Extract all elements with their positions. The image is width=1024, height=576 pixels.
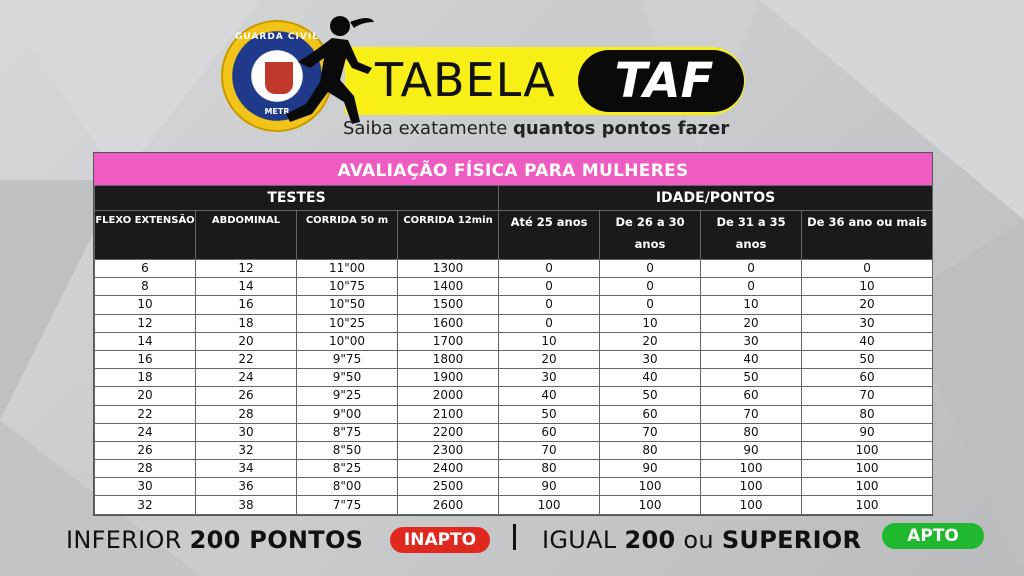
- col-header-flexo: FLEXO EXTENSÃO: [95, 211, 196, 260]
- table-cell: 100: [802, 478, 933, 496]
- table-cell: 100: [701, 478, 802, 496]
- table-cell: 24: [95, 423, 196, 441]
- table-cell: 20: [196, 332, 297, 350]
- subtitle-prefix: Saiba exatamente: [343, 118, 514, 139]
- table-row: [95, 478, 933, 496]
- table-cell: 26: [95, 441, 196, 459]
- table-cell: 12: [95, 314, 196, 332]
- table-cell: 7"75: [297, 496, 398, 514]
- badge-bottom-text: METR: [264, 107, 290, 116]
- table-cell: 30: [95, 478, 196, 496]
- table-cell: 50: [802, 350, 933, 368]
- subtitle: [343, 118, 729, 139]
- table-cell: 2500: [398, 478, 499, 496]
- table-cell: 0: [600, 260, 701, 278]
- table-cell: 90: [802, 423, 933, 441]
- table-cell: 11"00: [297, 260, 398, 278]
- inferior-label: INFERIOR: [66, 526, 190, 554]
- table-cell: 16: [196, 296, 297, 314]
- header: [0, 0, 1024, 150]
- table-cell: 60: [802, 369, 933, 387]
- table-cell: 36: [196, 478, 297, 496]
- table-cell: 60: [701, 387, 802, 405]
- table-cell: 80: [802, 405, 933, 423]
- table-row: [95, 314, 933, 332]
- points-table: [94, 185, 933, 515]
- table-cell: 0: [499, 296, 600, 314]
- table-cell: 30: [802, 314, 933, 332]
- table-cell: 2400: [398, 460, 499, 478]
- table-cell: 20: [600, 332, 701, 350]
- igual-bold-200: 200: [624, 526, 676, 554]
- table-cell: 0: [600, 296, 701, 314]
- table-cell: 2000: [398, 387, 499, 405]
- col-header-31-35: De 31 a 35 anos: [701, 211, 802, 260]
- table-cell: 90: [701, 441, 802, 459]
- table-cell: 14: [95, 332, 196, 350]
- table-cell: 70: [802, 387, 933, 405]
- table-cell: 30: [499, 369, 600, 387]
- table-cell: 10"25: [297, 314, 398, 332]
- table-cell: 10: [499, 332, 600, 350]
- table-cell: 10: [802, 278, 933, 296]
- title-tabela: TABELA: [375, 53, 556, 107]
- table-cell: 22: [196, 350, 297, 368]
- taf-table: [93, 152, 933, 516]
- table-cell: 100: [701, 496, 802, 514]
- table-cell: 28: [196, 405, 297, 423]
- table-cell: 100: [600, 478, 701, 496]
- table-row: [95, 278, 933, 296]
- col-header-26-30: De 26 a 30 anos: [600, 211, 701, 260]
- table-cell: 40: [802, 332, 933, 350]
- table-cell: 1300: [398, 260, 499, 278]
- table-cell: 10"75: [297, 278, 398, 296]
- table-cell: 9"75: [297, 350, 398, 368]
- table-cell: 38: [196, 496, 297, 514]
- badge-top-text: GUARDA CIVIL: [235, 32, 319, 42]
- table-cell: 100: [600, 496, 701, 514]
- table-row: [95, 260, 933, 278]
- table-cell: 0: [701, 260, 802, 278]
- table-cell: 50: [600, 387, 701, 405]
- table-cell: 2300: [398, 441, 499, 459]
- igual-text: [542, 526, 861, 554]
- table-row: [95, 496, 933, 514]
- table-cell: 30: [196, 423, 297, 441]
- table-row: [95, 405, 933, 423]
- table-cell: 60: [499, 423, 600, 441]
- table-cell: 30: [701, 332, 802, 350]
- table-cell: 8"25: [297, 460, 398, 478]
- table-cell: 20: [802, 296, 933, 314]
- subtitle-bold: quantos pontos fazer: [513, 118, 730, 139]
- col-header-corrida-12min: CORRIDA 12min: [398, 211, 499, 260]
- table-cell: 9"25: [297, 387, 398, 405]
- table-cell: 12: [196, 260, 297, 278]
- table-cell: 80: [701, 423, 802, 441]
- table-cell: 70: [499, 441, 600, 459]
- table-cell: 8"50: [297, 441, 398, 459]
- table-cell: 1900: [398, 369, 499, 387]
- table-cell: 30: [600, 350, 701, 368]
- table-cell: 80: [600, 441, 701, 459]
- igual-label: IGUAL: [542, 526, 625, 554]
- table-cell: 1400: [398, 278, 499, 296]
- table-cell: 16: [95, 350, 196, 368]
- table-cell: 9"50: [297, 369, 398, 387]
- table-cell: 0: [499, 278, 600, 296]
- table-cell: 22: [95, 405, 196, 423]
- table-body: [95, 260, 933, 515]
- table-cell: 20: [95, 387, 196, 405]
- igual-bold-superior: SUPERIOR: [721, 526, 862, 554]
- table-row: [95, 387, 933, 405]
- table-cell: 20: [499, 350, 600, 368]
- table-cell: 80: [499, 460, 600, 478]
- group-age-header: IDADE/PONTOS: [499, 186, 933, 211]
- col-header-36-mais: De 36 ano ou mais: [802, 211, 933, 260]
- table-cell: 10: [95, 296, 196, 314]
- table-cell: 70: [701, 405, 802, 423]
- igual-mid: ou: [675, 526, 722, 554]
- table-cell: 100: [499, 496, 600, 514]
- table-row: [95, 332, 933, 350]
- table-cell: 90: [499, 478, 600, 496]
- table-row: [95, 423, 933, 441]
- table-cell: 8"00: [297, 478, 398, 496]
- inapto-badge: INAPTO: [390, 527, 490, 553]
- table-cell: 8"75: [297, 423, 398, 441]
- inferior-text: [66, 526, 363, 554]
- table-cell: 10: [600, 314, 701, 332]
- col-header-corrida-50m: CORRIDA 50 m: [297, 211, 398, 260]
- table-cell: 32: [95, 496, 196, 514]
- table-cell: 8: [95, 278, 196, 296]
- group-tests-header: TESTES: [95, 186, 499, 211]
- table-cell: 100: [802, 441, 933, 459]
- table-cell: 90: [600, 460, 701, 478]
- footer-divider: [513, 524, 516, 550]
- table-cell: 50: [701, 369, 802, 387]
- table-cell: 60: [600, 405, 701, 423]
- table-cell: 0: [802, 260, 933, 278]
- table-cell: 10"00: [297, 332, 398, 350]
- table-cell: 1800: [398, 350, 499, 368]
- table-cell: 10"50: [297, 296, 398, 314]
- table-cell: 2200: [398, 423, 499, 441]
- table-cell: 18: [196, 314, 297, 332]
- table-cell: 20: [701, 314, 802, 332]
- table-cell: 34: [196, 460, 297, 478]
- table-cell: 18: [95, 369, 196, 387]
- table-row: [95, 369, 933, 387]
- table-cell: 100: [802, 460, 933, 478]
- footer: [0, 520, 1024, 560]
- table-cell: 0: [499, 260, 600, 278]
- table-cell: 2600: [398, 496, 499, 514]
- table-cell: 0: [701, 278, 802, 296]
- table-row: [95, 350, 933, 368]
- table-cell: 1700: [398, 332, 499, 350]
- col-header-abdominal: ABDOMINAL: [196, 211, 297, 260]
- table-cell: 32: [196, 441, 297, 459]
- table-cell: 0: [600, 278, 701, 296]
- apto-badge: APTO: [882, 523, 984, 549]
- table-title: AVALIAÇÃO FÍSICA PARA MULHERES: [94, 153, 932, 185]
- table-cell: 6: [95, 260, 196, 278]
- table-cell: 70: [600, 423, 701, 441]
- table-cell: 24: [196, 369, 297, 387]
- table-cell: 14: [196, 278, 297, 296]
- table-cell: 100: [701, 460, 802, 478]
- title-taf: TAF: [614, 53, 714, 109]
- table-cell: 9"00: [297, 405, 398, 423]
- table-cell: 40: [600, 369, 701, 387]
- table-cell: 1600: [398, 314, 499, 332]
- table-cell: 1500: [398, 296, 499, 314]
- table-cell: 50: [499, 405, 600, 423]
- table-cell: 10: [701, 296, 802, 314]
- table-cell: 40: [701, 350, 802, 368]
- table-cell: 28: [95, 460, 196, 478]
- table-row: [95, 296, 933, 314]
- inferior-bold: 200 PONTOS: [189, 526, 364, 554]
- table-cell: 0: [499, 314, 600, 332]
- table-cell: 40: [499, 387, 600, 405]
- table-cell: 26: [196, 387, 297, 405]
- col-header-ate-25: Até 25 anos: [499, 211, 600, 260]
- table-cell: 2100: [398, 405, 499, 423]
- table-row: [95, 460, 933, 478]
- table-row: [95, 441, 933, 459]
- table-cell: 100: [802, 496, 933, 514]
